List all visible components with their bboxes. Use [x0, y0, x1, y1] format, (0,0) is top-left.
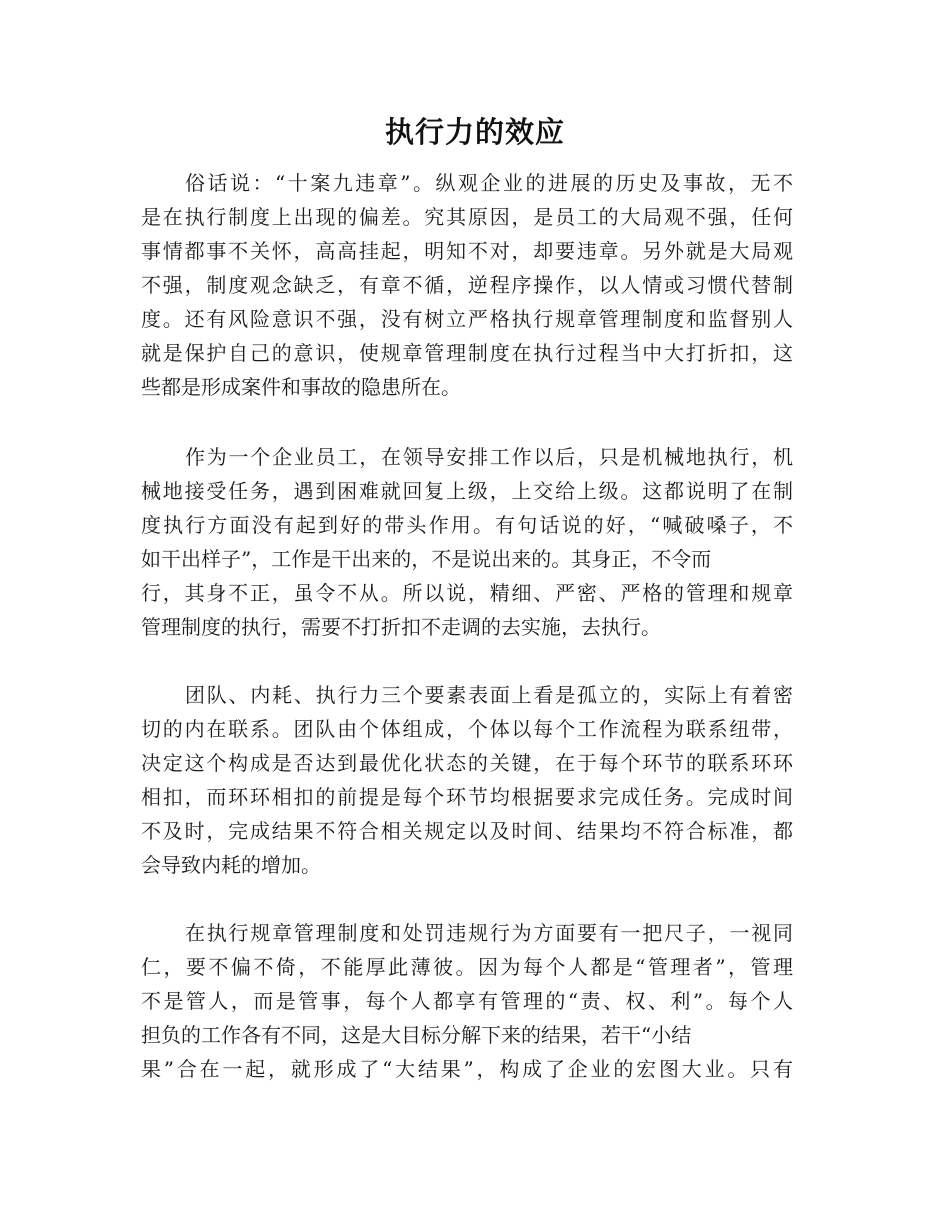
paragraph-line: 度执行方面没有起到好的带头作用。有句话说的好，“喊破嗓子，不 [141, 513, 793, 537]
paragraph-line: 仁，要不偏不倚，不能厚此薄彼。因为每个人都是“管理者”，管理 [141, 955, 793, 979]
paragraph-line: 在执行规章管理制度和处罚违规行为方面要有一把尺子，一视同 [185, 921, 793, 945]
paragraph-line: 果”合在一起，就形成了“大结果”，构成了企业的宏图大业。只有 [141, 1057, 793, 1081]
document-title: 执行力的效应 [384, 115, 565, 149]
paragraph-line: 就是保护自己的意识，使规章管理制度在执行过程当中大打折扣，这 [141, 341, 793, 365]
paragraph-line: 械地接受任务，遇到困难就回复上级，上交给上级。这都说明了在制 [141, 479, 793, 503]
paragraph-line: 度。还有风险意识不强，没有树立严格执行规章管理制度和监督别人 [141, 307, 793, 331]
paragraph-line: 会导致内耗的增加。 [141, 853, 321, 877]
paragraph-line: 作为一个企业员工，在领导安排工作以后，只是机械地执行，机 [185, 445, 793, 469]
paragraph-line: 些都是形成案件和事故的隐患所在。 [141, 375, 461, 399]
paragraph-1 [141, 166, 793, 404]
paragraph-2 [141, 440, 793, 644]
paragraph-line: 切的内在联系。团队由个体组成，个体以每个工作流程为联系纽带， [141, 717, 793, 741]
paragraph-line: 俗话说：“十案九违章”。纵观企业的进展的历史及事故，无不 [185, 171, 793, 195]
paragraph-4 [141, 916, 793, 1086]
paragraph-line: 不是管人，而是管事，每个人都享有管理的“责、权、利”。每个人 [141, 989, 793, 1013]
paragraph-line: 决定这个构成是否达到最优化状态的关键，在于每个环节的联系环环 [141, 751, 793, 775]
paragraph-line: 管理制度的执行，需要不打折扣不走调的去实施，去执行。 [141, 615, 661, 639]
paragraph-line: 相扣，而环环相扣的前提是每个环节均根据要求完成任务。完成时间 [141, 785, 793, 809]
paragraph-line: 行，其身不正，虽令不从。所以说，精细、严密、严格的管理和规章 [141, 581, 793, 605]
paragraph-line: 是在执行制度上出现的偏差。究其原因，是员工的大局观不强，任何 [141, 205, 793, 229]
paragraph-line: 担负的工作各有不同，这是大目标分解下来的结果，若干“小结 [141, 1023, 692, 1047]
paragraph-line: 不及时，完成结果不符合相关规定以及时间、结果均不符合标准，都 [141, 819, 793, 843]
paragraph-line: 不强，制度观念缺乏，有章不循，逆程序操作，以人情或习惯代替制 [141, 273, 793, 297]
paragraph-3 [141, 678, 793, 882]
paragraph-line: 事情都事不关怀，高高挂起，明知不对，却要违章。另外就是大局观 [141, 239, 793, 263]
paragraph-line: 如干出样子”，工作是干出来的，不是说出来的。其身正，不令而 [141, 547, 712, 571]
paragraph-line: 团队、内耗、执行力三个要素表面上看是孤立的，实际上有着密 [185, 683, 793, 707]
